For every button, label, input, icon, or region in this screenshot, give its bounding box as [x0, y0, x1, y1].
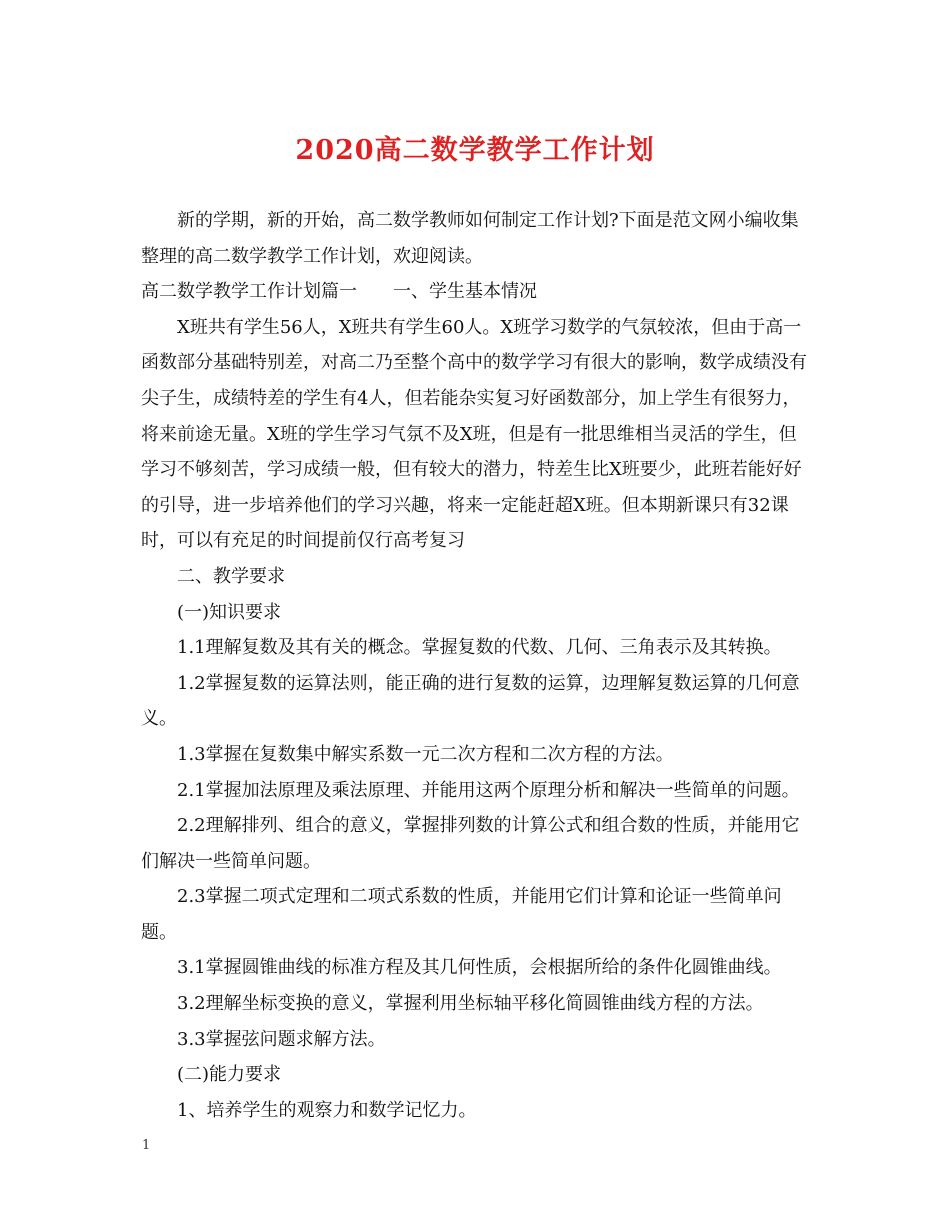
document-body	[141, 203, 811, 1128]
requirement-item-1-2: 1.2掌握复数的运算法则，能正确的进行复数的运算，边理解复数运算的几何意义。	[141, 672, 800, 730]
requirement-item-3-1: 3.1掌握圆锥曲线的标准方程及其几何性质，会根据所给的条件化圆锥曲线。	[177, 957, 782, 979]
requirement-item-2-1: 2.1掌握加法原理及乘法原理、并能用这两个原理分析和解决一些简单的问题。	[177, 779, 800, 801]
requirement-item-1-1: 1.1理解复数及其有关的概念。掌握复数的代数、几何、三角表示及其转换。	[177, 637, 782, 659]
section-heading-teaching-requirements: 二、教学要求	[177, 565, 285, 587]
subsection-heading-knowledge-requirements: (一)知识要求	[177, 601, 282, 623]
requirement-item-3-3: 3.3掌握弦问题求解方法。	[177, 1028, 386, 1050]
requirement-item-2-2: 2.2理解排列、组合的意义，掌握排列数的计算公式和组合数的性质，并能用它们解决一些简单问题。	[141, 815, 800, 872]
ability-item-1: 1、培养学生的观察力和数学记忆力。	[177, 1099, 477, 1121]
subsection-heading-ability-requirements: (二)能力要求	[177, 1064, 282, 1086]
requirement-item-3-2: 3.2理解坐标变换的意义，掌握利用坐标轴平移化简圆锥曲线方程的方法。	[177, 993, 764, 1015]
document-title: 2020高二数学教学工作计划	[295, 135, 655, 166]
paragraph-student-situation: X班共有学生56人，X班共有学生60人。X班学习数学的气氛较浓，但由于高一函数部分基础特别差，对高二乃至整个高中的数学学习有很大的影响，数学成绩没有尖子生，成绩特差的学生有4人，但若能杂实复习好函数部分，加上学生有很努力，将来前途无量。X班的学生学习气氛不及X班，但是有一批思维相当灵活的学生，但学习不够刻苦，学习成绩一般，但有较大的潜力，特差生比X班要少，此班若能好好的引导，进一步培养他们的学习兴趣，将来一定能赶超X班。但本期新课只有32课时，可以有充足的时间提前仅行高考复习	[141, 316, 807, 552]
requirement-item-2-3: 2.3掌握二项式定理和二项式系数的性质，并能用它们计算和论证一些简单问题。	[141, 886, 782, 943]
page-number: 1	[142, 1138, 151, 1153]
paragraph-intro: 新的学期，新的开始，高二数学教师如何制定工作计划?下面是范文网小编收集整理的高二数学教学工作计划，欢迎阅读。	[141, 210, 799, 267]
requirement-item-1-3: 1.3掌握在复数集中解实系数一元二次方程和二次方程的方法。	[177, 743, 674, 765]
section-heading-plan-one: 高二数学教学工作计划篇一 一、学生基本情况	[141, 281, 537, 303]
